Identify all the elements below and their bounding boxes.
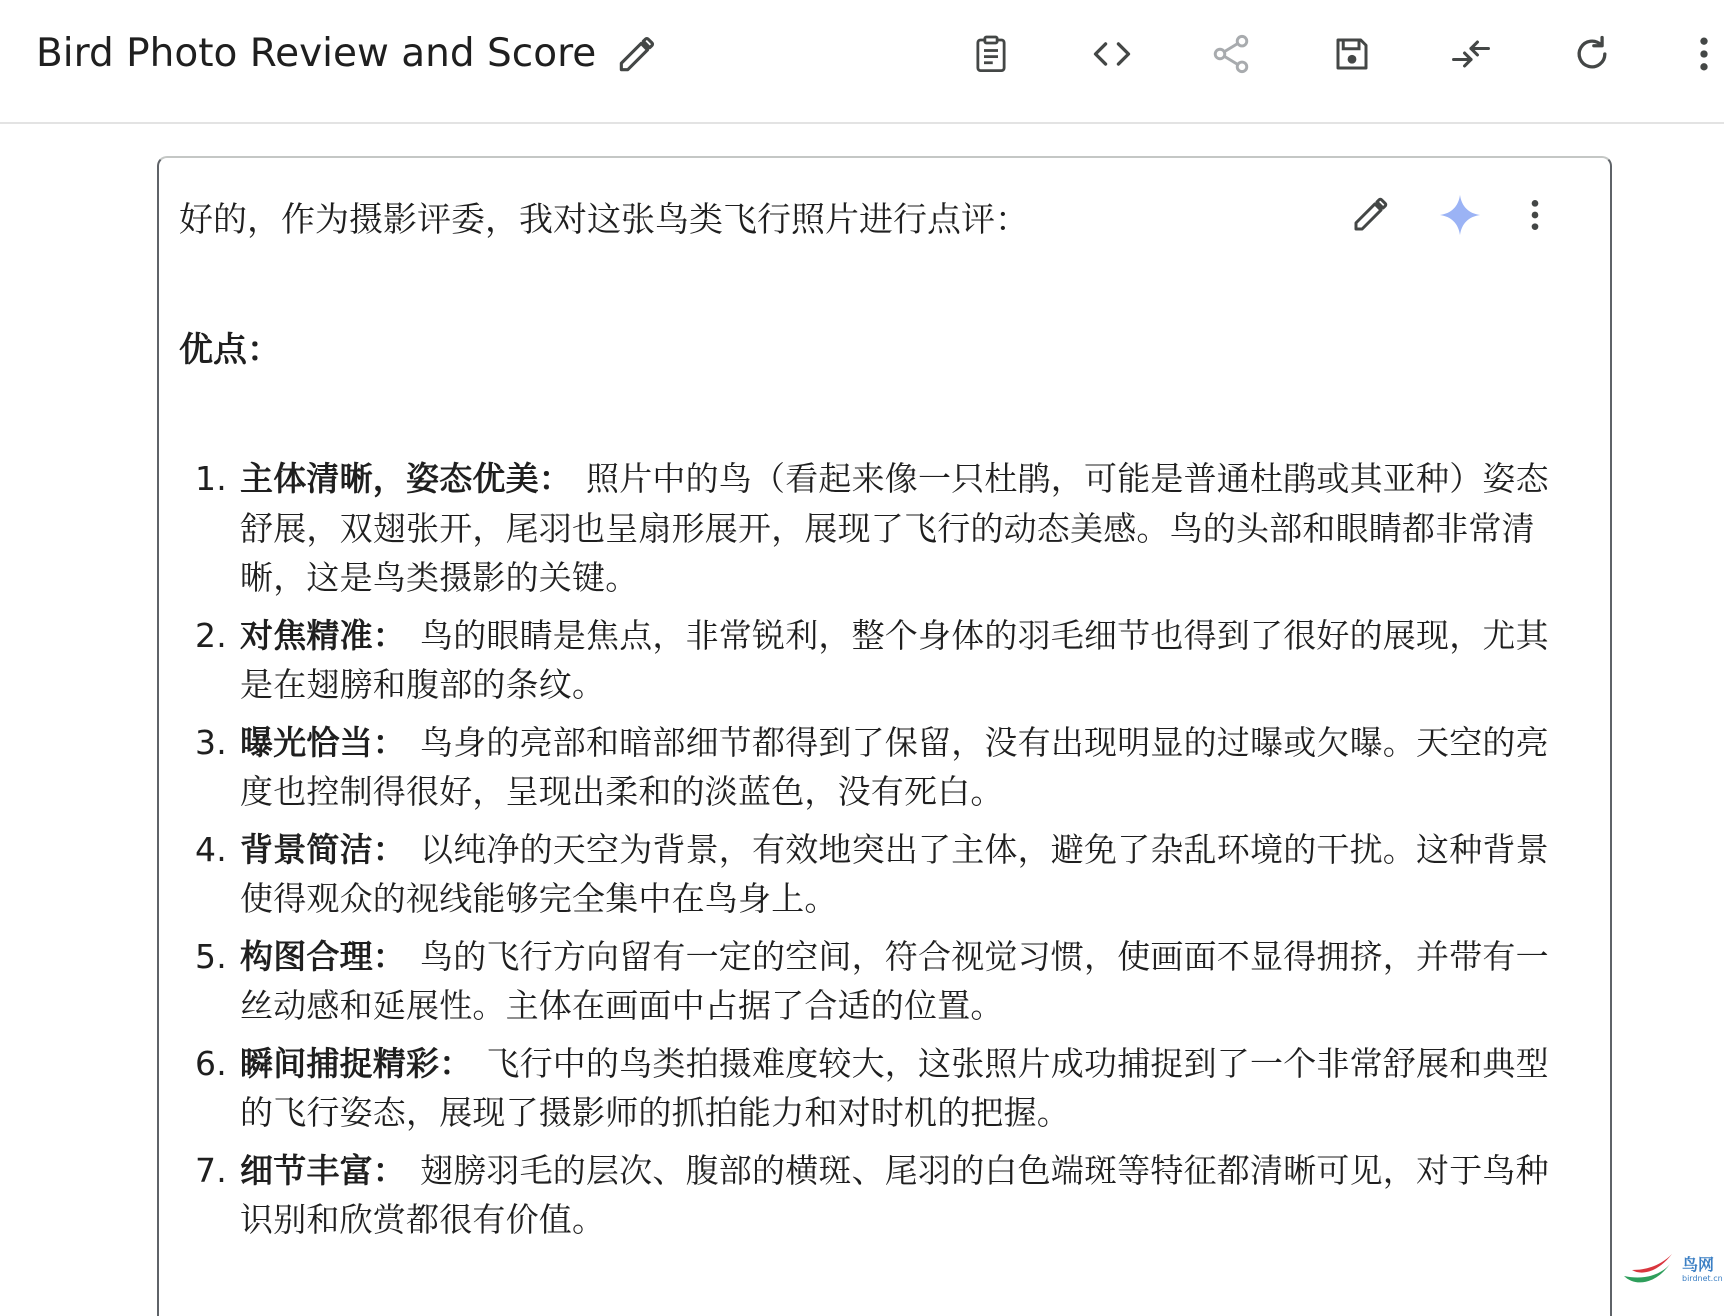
refresh-button[interactable] (1568, 30, 1616, 78)
more-vert-icon (1530, 195, 1540, 235)
section-heading: 优点： (179, 330, 281, 370)
refresh-icon (1570, 32, 1614, 76)
item-heading: 对焦精准： (240, 615, 406, 655)
list-number: 5. (195, 936, 227, 976)
list-item (179, 825, 1579, 924)
item-text: 鸟的飞行方向留有一定的空间，符合视觉习惯，使画面不显得拥挤，并带有一丝动感和延展性。主体在画面中占据了合适的位置。 (240, 936, 1549, 1025)
item-text: 照片中的鸟（看起来像一只杜鹃，可能是普通杜鹃或其亚种）姿态舒展，双翅张开，尾羽也呈扇形展开，展现了飞行的动态美感。鸟的头部和眼睛都非常清晰，这是鸟类摄影的关键。 (240, 459, 1549, 597)
save-icon (1331, 33, 1373, 75)
watermark-sub: birdnet.cn (1682, 1274, 1723, 1283)
list-item (179, 718, 1579, 817)
response-more-button[interactable] (1520, 190, 1550, 240)
item-heading: 曝光恰当： (240, 722, 406, 762)
share-button[interactable] (1207, 30, 1255, 78)
response-actions (1345, 190, 1575, 240)
rewrite-button[interactable] (1435, 190, 1485, 240)
item-heading: 主体清晰，姿态优美： (240, 459, 572, 498)
edit-icon (614, 33, 658, 77)
list-item (179, 1146, 1579, 1245)
code-icon (1090, 32, 1134, 76)
edit-response-button[interactable] (1345, 190, 1395, 240)
list-number: 2. (195, 615, 227, 655)
list-number: 3. (195, 722, 227, 762)
item-text: 以纯净的天空为背景，有效地突出了主体，避免了杂乱环境的干扰。这种背景使得观众的视线能够完全集中在鸟身上。 (240, 829, 1549, 918)
item-heading: 细节丰富： (240, 1150, 406, 1190)
list-number: 7. (195, 1150, 227, 1190)
response-intro: 好的，作为摄影评委，我对这张鸟类飞行照片进行点评： (179, 200, 1029, 240)
strengths-list (179, 454, 1579, 1253)
list-item (179, 611, 1579, 710)
edit-icon (1349, 194, 1391, 236)
sparkle-icon (1437, 192, 1483, 238)
item-heading: 背景简洁： (240, 829, 406, 869)
list-number: 4. (195, 829, 227, 869)
share-icon (1209, 32, 1253, 76)
list-item (179, 932, 1579, 1031)
clipboard-icon (970, 33, 1012, 75)
collapse-icon (1449, 32, 1493, 76)
item-text: 鸟身的亮部和暗部细节都得到了保留，没有出现明显的过曝或欠曝。天空的亮度也控制得很好，呈现出柔和的淡蓝色，没有死白。 (240, 722, 1549, 811)
watermark-label: 鸟网 (1682, 1255, 1715, 1274)
more-vert-icon (1698, 32, 1710, 76)
get-code-button[interactable] (1088, 30, 1136, 78)
top-bar (0, 0, 1724, 124)
more-options-button[interactable] (1686, 30, 1722, 78)
list-item (179, 454, 1579, 603)
list-item (179, 1039, 1579, 1138)
save-button[interactable] (1328, 30, 1376, 78)
item-heading: 构图合理： (240, 936, 406, 976)
copy-button[interactable] (967, 30, 1015, 78)
item-text: 飞行中的鸟类拍摄难度较大，这张照片成功捕捉到了一个非常舒展和典型的飞行姿态，展现了摄影师的抓拍能力和对时机的把握。 (240, 1043, 1549, 1132)
compare-button[interactable] (1447, 30, 1495, 78)
page-title: Bird Photo Review and Score (36, 31, 597, 76)
edit-title-button[interactable] (614, 33, 658, 77)
birdnet-watermark (1620, 1246, 1723, 1292)
item-text: 鸟的眼睛是焦点，非常锐利，整个身体的羽毛细节也得到了很好的展现，尤其是在翅膀和腹部的条纹。 (240, 615, 1549, 704)
item-heading: 瞬间捕捉精彩： (240, 1043, 473, 1083)
item-text: 翅膀羽毛的层次、腹部的横斑、尾羽的白色端斑等特征都清晰可见，对于鸟种识别和欣赏都很有价值。 (240, 1150, 1549, 1239)
list-number: 6. (195, 1043, 227, 1083)
list-number: 1. (195, 459, 227, 498)
birdnet-logo-icon (1620, 1246, 1682, 1292)
